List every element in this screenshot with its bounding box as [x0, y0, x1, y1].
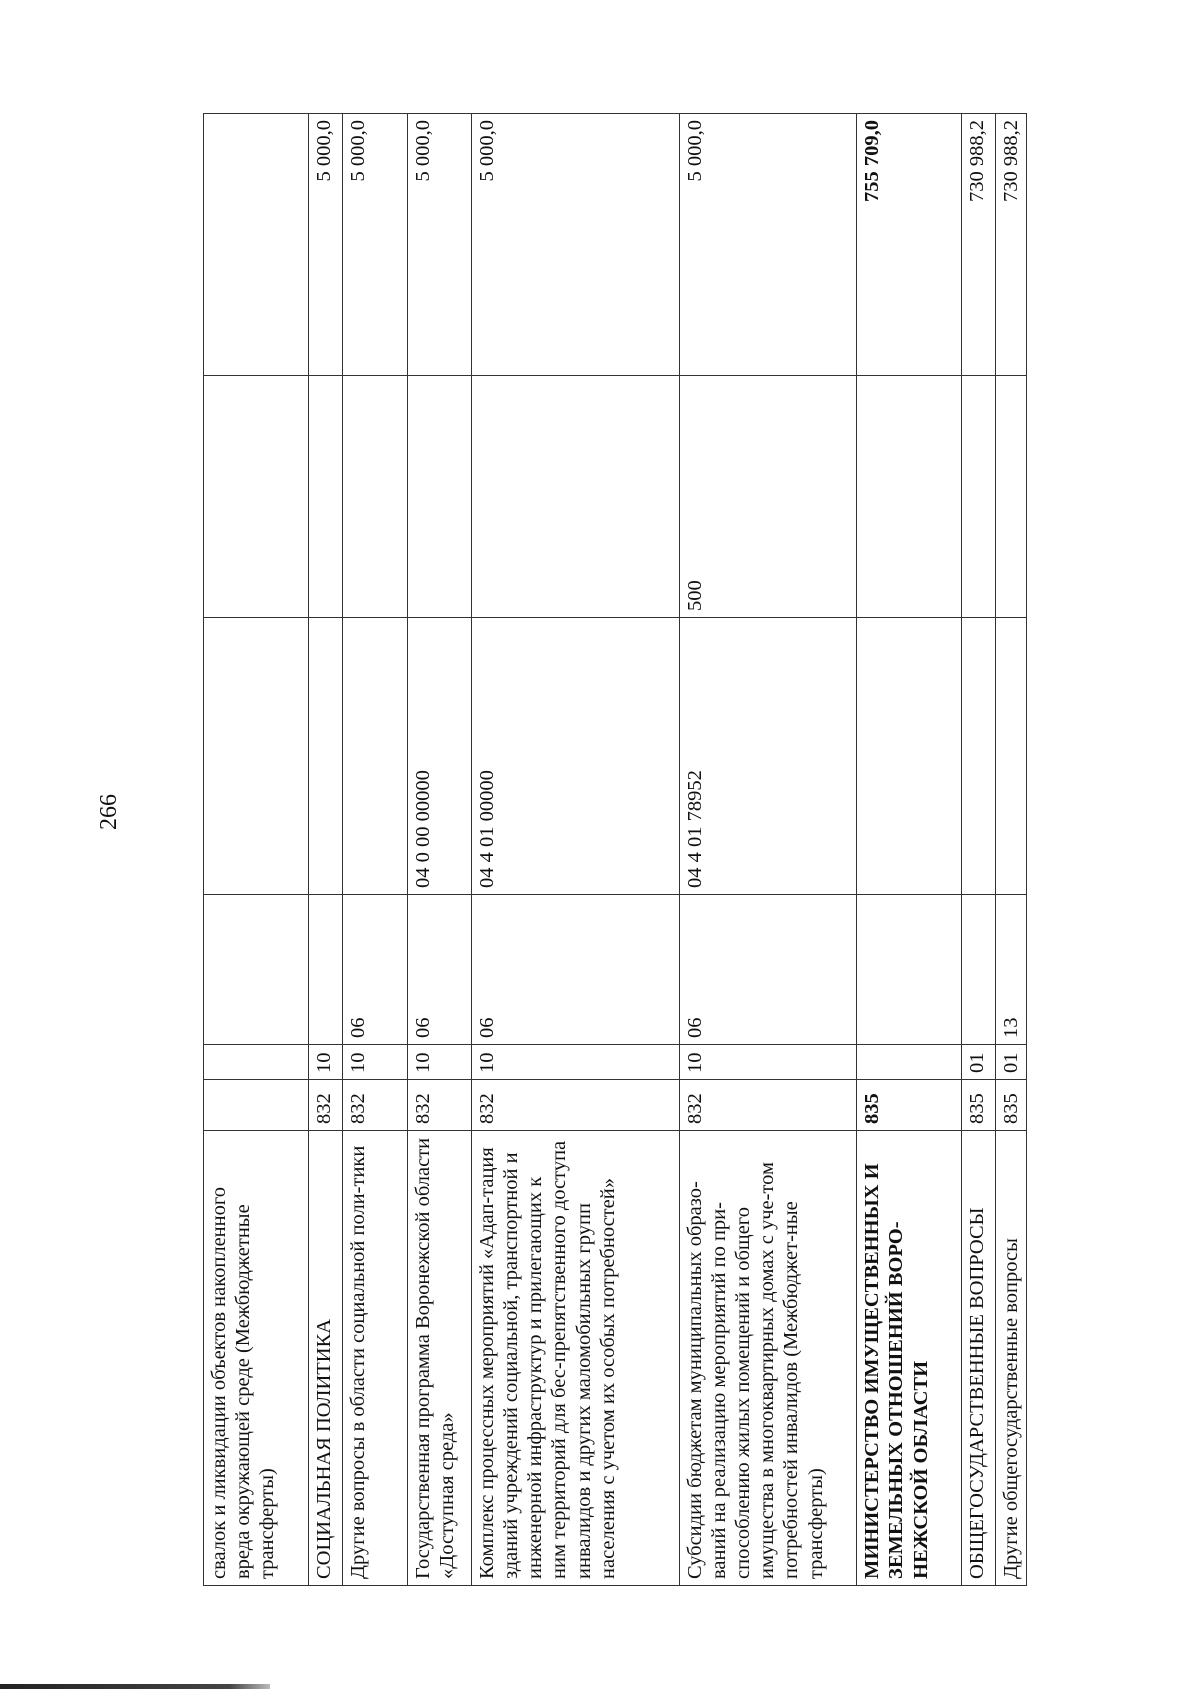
row-name-cell: Субсидии бюджетам муниципальных образо-ваний на реализацию мероприятий по при-способлению жилых помещений и общего имущества в многоквартирных домах с уче-том потребностей инвалидов (Межбюджет-ные трансферты) — [679, 1131, 857, 1586]
row-name-cell: Другие вопросы в области социальной поли-тики — [343, 1131, 407, 1586]
table-row — [204, 114, 309, 1586]
expense-type-cell — [857, 376, 961, 618]
target-article-cell: 04 4 01 00000 — [471, 618, 679, 895]
ministry-code-cell — [204, 1080, 309, 1131]
subsection-code-cell — [204, 895, 309, 1045]
subsection-code-cell — [857, 895, 961, 1045]
expense-type-cell — [309, 376, 343, 618]
section-code-cell: 01 — [961, 1045, 995, 1080]
expense-type-cell — [995, 376, 1026, 618]
table-row — [309, 114, 343, 1586]
expense-type-cell — [471, 376, 679, 618]
table-row — [471, 114, 679, 1586]
target-article-cell — [961, 618, 995, 895]
table-body — [204, 114, 1027, 1586]
page-number: 266 — [96, 794, 122, 830]
table-row — [679, 114, 857, 1586]
target-article-cell: 04 4 01 78952 — [679, 618, 857, 895]
row-name-cell: свалок и ликвидации объектов накопленного вреда окружающей среде (Межбюджетные трансферты) — [204, 1131, 309, 1586]
row-name-cell: Комплекс процессных мероприятий «Адап-тация зданий учреждений социальной, транспортной и инженерной инфраструктур и прилегающих к ним территорий для бес-препятственного доступа инвалидов и других маломобильных групп населения с учетом их особых потребностей» — [471, 1131, 679, 1586]
section-code-cell — [204, 1045, 309, 1080]
expense-type-cell — [204, 376, 309, 618]
amount-cell: 730 988,2 — [961, 114, 995, 376]
section-code-cell: 10 — [343, 1045, 407, 1080]
amount-cell: 755 709,0 — [857, 114, 961, 376]
section-code-cell: 10 — [407, 1045, 471, 1080]
target-article-cell: 04 0 00 00000 — [407, 618, 471, 895]
scan-edge-mark — [0, 1684, 270, 1689]
amount-cell: 5 000,0 — [471, 114, 679, 376]
section-code-cell: 01 — [995, 1045, 1026, 1080]
section-code-cell: 10 — [471, 1045, 679, 1080]
amount-cell — [204, 114, 309, 376]
ministry-code-cell: 832 — [471, 1080, 679, 1131]
expense-type-cell: 500 — [679, 376, 857, 618]
amount-cell: 5 000,0 — [679, 114, 857, 376]
ministry-code-cell: 832 — [309, 1080, 343, 1131]
target-article-cell — [204, 618, 309, 895]
target-article-cell — [995, 618, 1026, 895]
table-row — [995, 114, 1026, 1586]
subsection-code-cell: 06 — [407, 895, 471, 1045]
row-name-cell: МИНИСТЕРСТВО ИМУЩЕСТВЕННЫХ И ЗЕМЕЛЬНЫХ ОТНОШЕНИЙ ВОРО-НЕЖСКОЙ ОБЛАСТИ — [857, 1131, 961, 1586]
row-name-cell: ОБЩЕГОСУДАРСТВЕННЫЕ ВОПРОСЫ — [961, 1131, 995, 1586]
subsection-code-cell: 06 — [679, 895, 857, 1045]
row-name-cell: Государственная программа Воронежской области «Доступная среда» — [407, 1131, 471, 1586]
target-article-cell — [309, 618, 343, 895]
row-name-cell: СОЦИАЛЬНАЯ ПОЛИТИКА — [309, 1131, 343, 1586]
ministry-code-cell: 835 — [961, 1080, 995, 1131]
expense-type-cell — [407, 376, 471, 618]
budget-table-container — [203, 114, 1027, 1586]
ministry-code-cell: 832 — [343, 1080, 407, 1131]
amount-cell: 5 000,0 — [343, 114, 407, 376]
subsection-code-cell: 06 — [471, 895, 679, 1045]
table-row — [857, 114, 961, 1586]
expense-type-cell — [343, 376, 407, 618]
expense-type-cell — [961, 376, 995, 618]
target-article-cell — [343, 618, 407, 895]
ministry-code-cell: 832 — [679, 1080, 857, 1131]
ministry-code-cell: 835 — [995, 1080, 1026, 1131]
table-row — [343, 114, 407, 1586]
target-article-cell — [857, 618, 961, 895]
amount-cell: 5 000,0 — [407, 114, 471, 376]
subsection-code-cell — [309, 895, 343, 1045]
table-row — [961, 114, 995, 1586]
subsection-code-cell: 13 — [995, 895, 1026, 1045]
ministry-code-cell: 835 — [857, 1080, 961, 1131]
ministry-code-cell: 832 — [407, 1080, 471, 1131]
amount-cell: 5 000,0 — [309, 114, 343, 376]
table-row — [407, 114, 471, 1586]
subsection-code-cell — [961, 895, 995, 1045]
section-code-cell — [857, 1045, 961, 1080]
section-code-cell: 10 — [309, 1045, 343, 1080]
budget-table — [203, 113, 1027, 1586]
amount-cell: 730 988,2 — [995, 114, 1026, 376]
row-name-cell: Другие общегосударственные вопросы — [995, 1131, 1026, 1586]
section-code-cell: 10 — [679, 1045, 857, 1080]
subsection-code-cell: 06 — [343, 895, 407, 1045]
